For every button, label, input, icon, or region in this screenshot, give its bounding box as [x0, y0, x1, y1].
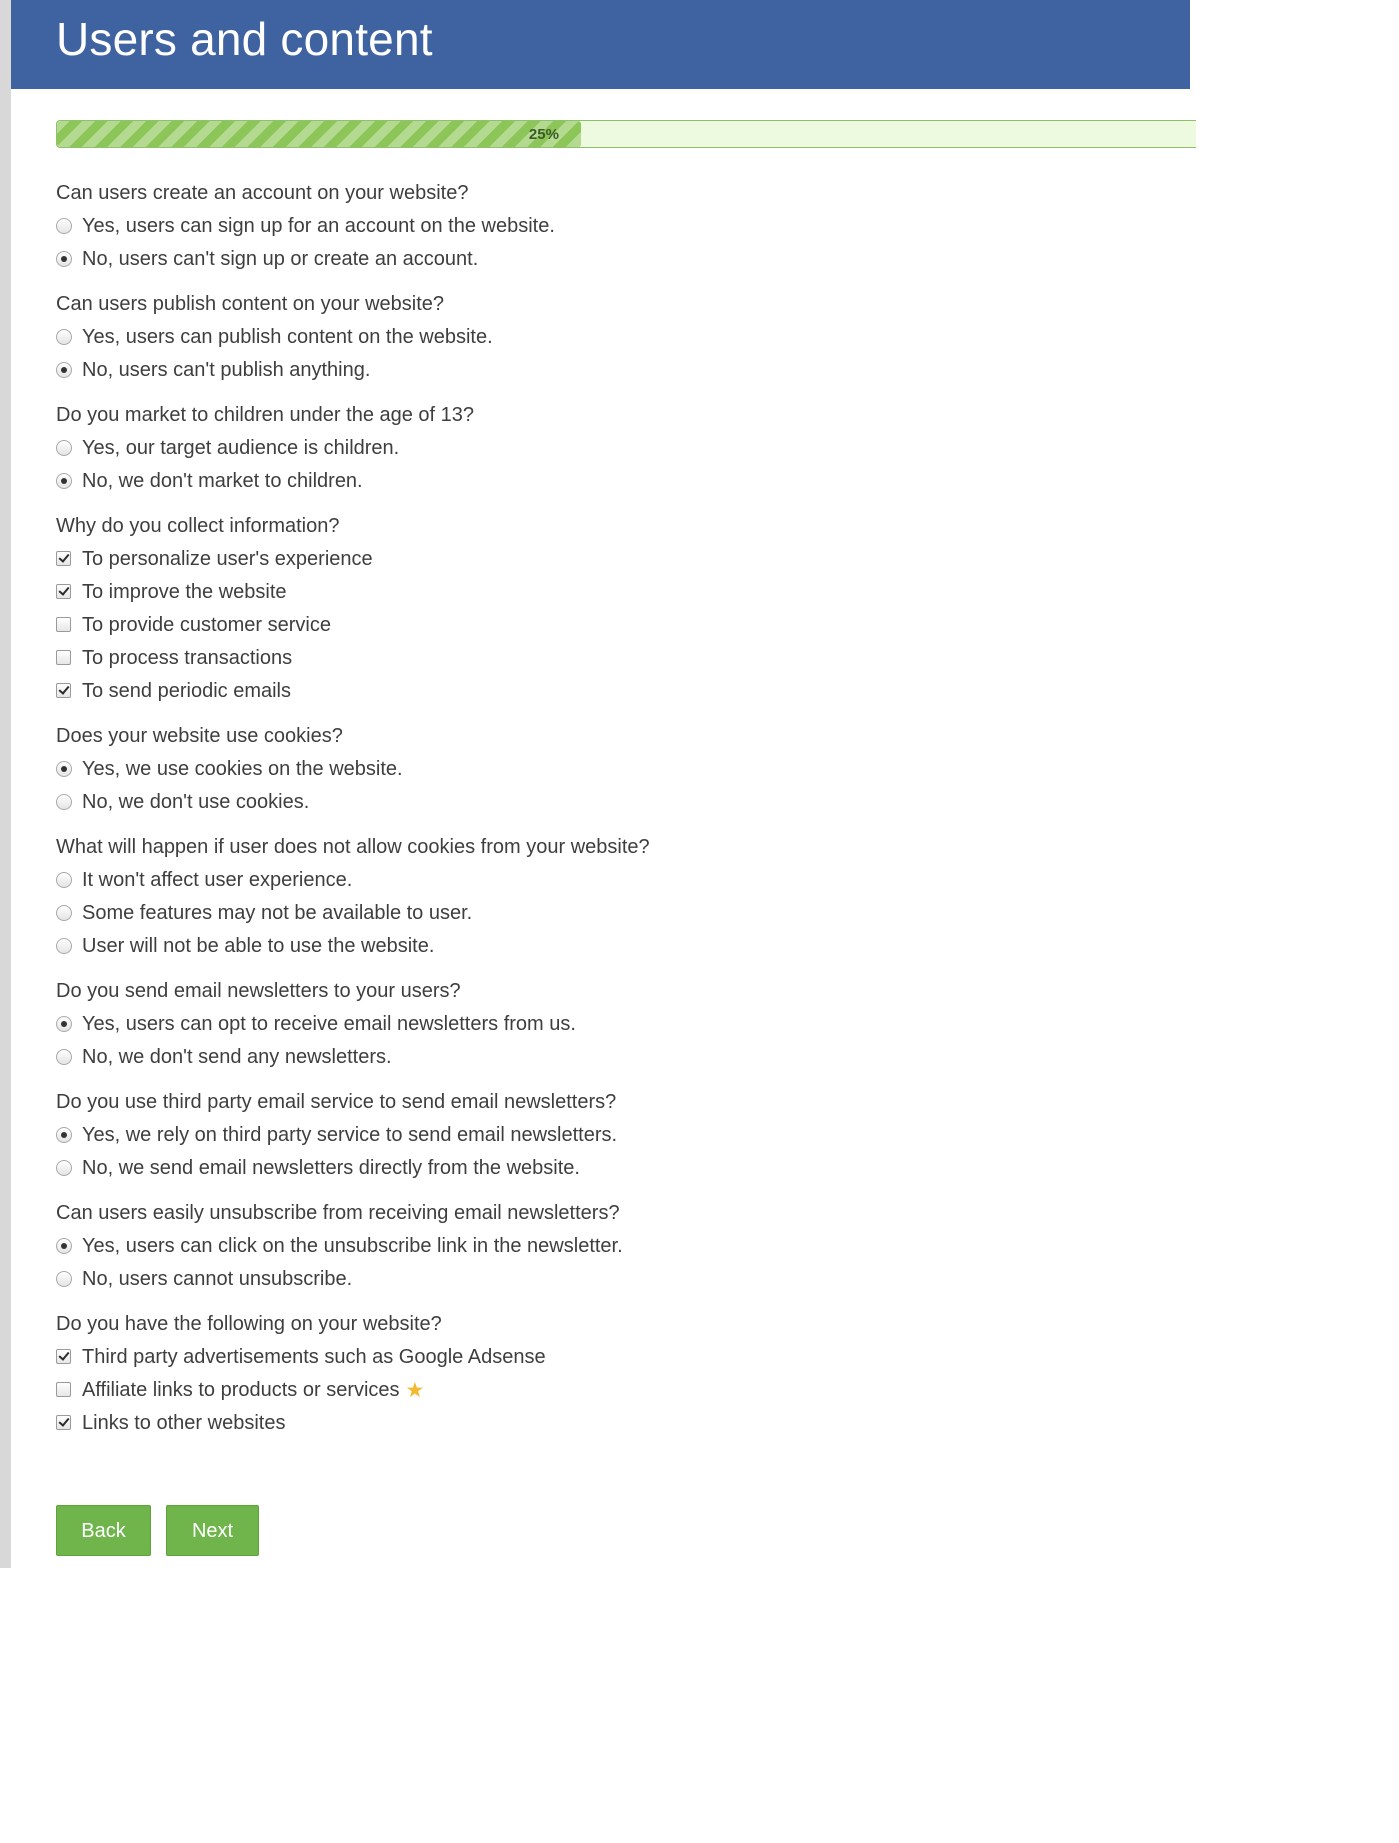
checkbox-option[interactable] — [56, 576, 1156, 609]
radio-option[interactable] — [56, 432, 1156, 465]
radio-option[interactable] — [56, 930, 1156, 963]
radio-option[interactable] — [56, 1263, 1156, 1296]
option-label: Yes, users can sign up for an account on the website. — [82, 215, 555, 237]
question-group — [56, 1308, 1156, 1440]
progress-fill — [57, 121, 581, 147]
page-header — [11, 0, 1190, 89]
radio-button[interactable] — [56, 440, 72, 456]
checkbox[interactable] — [56, 683, 71, 698]
radio-option[interactable] — [56, 1008, 1156, 1041]
radio-button[interactable] — [56, 1049, 72, 1065]
question-text: Can users publish content on your website? — [56, 293, 445, 315]
option-label: To send periodic emails — [82, 680, 291, 702]
checkbox-option[interactable] — [56, 609, 1156, 642]
radio-button[interactable] — [56, 251, 72, 267]
next-button[interactable]: Next — [166, 1505, 259, 1556]
radio-button[interactable] — [56, 329, 72, 345]
radio-button[interactable] — [56, 872, 72, 888]
option-label: Yes, our target audience is children. — [82, 437, 400, 459]
question-text: Do you use third party email service to send email newsletters? — [56, 1091, 617, 1113]
radio-button[interactable] — [56, 1160, 72, 1176]
checkbox-option[interactable] — [56, 675, 1156, 708]
radio-button[interactable] — [56, 1016, 72, 1032]
question-text: Can users easily unsubscribe from receiving email newsletters? — [56, 1202, 620, 1224]
radio-button[interactable] — [56, 473, 72, 489]
option-label: No, we don't send any newsletters. — [82, 1046, 392, 1068]
questionnaire-form — [56, 177, 1156, 1452]
checkbox[interactable] — [56, 650, 71, 665]
option-label: To personalize user's experience — [82, 548, 373, 570]
question-group — [56, 177, 1156, 276]
radio-button[interactable] — [56, 218, 72, 234]
radio-option[interactable] — [56, 753, 1156, 786]
option-label: User will not be able to use the website. — [82, 935, 435, 957]
radio-button[interactable] — [56, 938, 72, 954]
checkbox[interactable] — [56, 1382, 71, 1397]
checkbox-option[interactable] — [56, 1341, 1156, 1374]
question-group — [56, 399, 1156, 498]
radio-option[interactable] — [56, 1152, 1156, 1185]
checkbox[interactable] — [56, 617, 71, 632]
option-label: No, users can't publish anything. — [82, 359, 371, 381]
question-text: Do you send email newsletters to your users? — [56, 980, 461, 1002]
progress-bar — [56, 120, 1196, 148]
radio-button[interactable] — [56, 761, 72, 777]
radio-option[interactable] — [56, 1119, 1156, 1152]
radio-option[interactable] — [56, 354, 1156, 387]
star-icon: ★ — [405, 1379, 425, 1402]
option-label: No, users cannot unsubscribe. — [82, 1268, 353, 1290]
option-label: No, we don't use cookies. — [82, 791, 310, 813]
option-label: Yes, users can opt to receive email newsletters from us. — [82, 1013, 576, 1035]
page-title: Users and content — [56, 13, 433, 65]
radio-option[interactable] — [56, 210, 1156, 243]
progress-percent-label: 25% — [528, 126, 559, 143]
checkbox[interactable] — [56, 1349, 71, 1364]
option-label: It won't affect user experience. — [82, 869, 353, 891]
question-group — [56, 510, 1156, 708]
radio-option[interactable] — [56, 465, 1156, 498]
checkbox[interactable] — [56, 1415, 71, 1430]
radio-option[interactable] — [56, 243, 1156, 276]
question-group — [56, 1086, 1156, 1185]
left-border-strip — [0, 0, 11, 1568]
question-group — [56, 288, 1156, 387]
option-label: To improve the website — [82, 581, 287, 603]
question-text: Does your website use cookies? — [56, 725, 343, 747]
radio-button[interactable] — [56, 1238, 72, 1254]
checkbox[interactable] — [56, 584, 71, 599]
option-label: Yes, users can publish content on the website. — [82, 326, 493, 348]
question-text: Can users create an account on your website? — [56, 182, 469, 204]
checkbox-option[interactable] — [56, 543, 1156, 576]
question-text: Do you have the following on your website? — [56, 1313, 442, 1335]
radio-option[interactable] — [56, 321, 1156, 354]
radio-option[interactable] — [56, 1041, 1156, 1074]
option-label: To provide customer service — [82, 614, 331, 636]
option-label: Yes, users can click on the unsubscribe link in the newsletter. — [82, 1235, 623, 1257]
question-text: Why do you collect information? — [56, 515, 340, 537]
question-text: Do you market to children under the age of 13? — [56, 404, 475, 426]
option-label: To process transactions — [82, 647, 293, 669]
option-label: Links to other websites — [82, 1412, 286, 1434]
back-button[interactable]: Back — [56, 1505, 151, 1556]
option-label: No, we send email newsletters directly from the website. — [82, 1157, 580, 1179]
question-group — [56, 720, 1156, 819]
option-label: Some features may not be available to user. — [82, 902, 473, 924]
radio-option[interactable] — [56, 1230, 1156, 1263]
option-label: Yes, we rely on third party service to send email newsletters. — [82, 1124, 618, 1146]
option-label: No, users can't sign up or create an account. — [82, 248, 479, 270]
radio-option[interactable] — [56, 897, 1156, 930]
checkbox-option[interactable] — [56, 1374, 1156, 1407]
question-text: What will happen if user does not allow cookies from your website? — [56, 836, 650, 858]
radio-button[interactable] — [56, 1271, 72, 1287]
radio-button[interactable] — [56, 1127, 72, 1143]
radio-button[interactable] — [56, 905, 72, 921]
checkbox-option[interactable] — [56, 1407, 1156, 1440]
option-label: Third party advertisements such as Google Adsense — [82, 1346, 546, 1368]
option-label: No, we don't market to children. — [82, 470, 363, 492]
radio-button[interactable] — [56, 362, 72, 378]
checkbox[interactable] — [56, 551, 71, 566]
radio-option[interactable] — [56, 864, 1156, 897]
radio-option[interactable] — [56, 786, 1156, 819]
checkbox-option[interactable] — [56, 642, 1156, 675]
option-label: Yes, we use cookies on the website. — [82, 758, 403, 780]
question-group — [56, 831, 1156, 963]
question-group — [56, 1197, 1156, 1296]
question-group — [56, 975, 1156, 1074]
option-label: Affiliate links to products or services — [82, 1379, 400, 1401]
radio-button[interactable] — [56, 794, 72, 810]
